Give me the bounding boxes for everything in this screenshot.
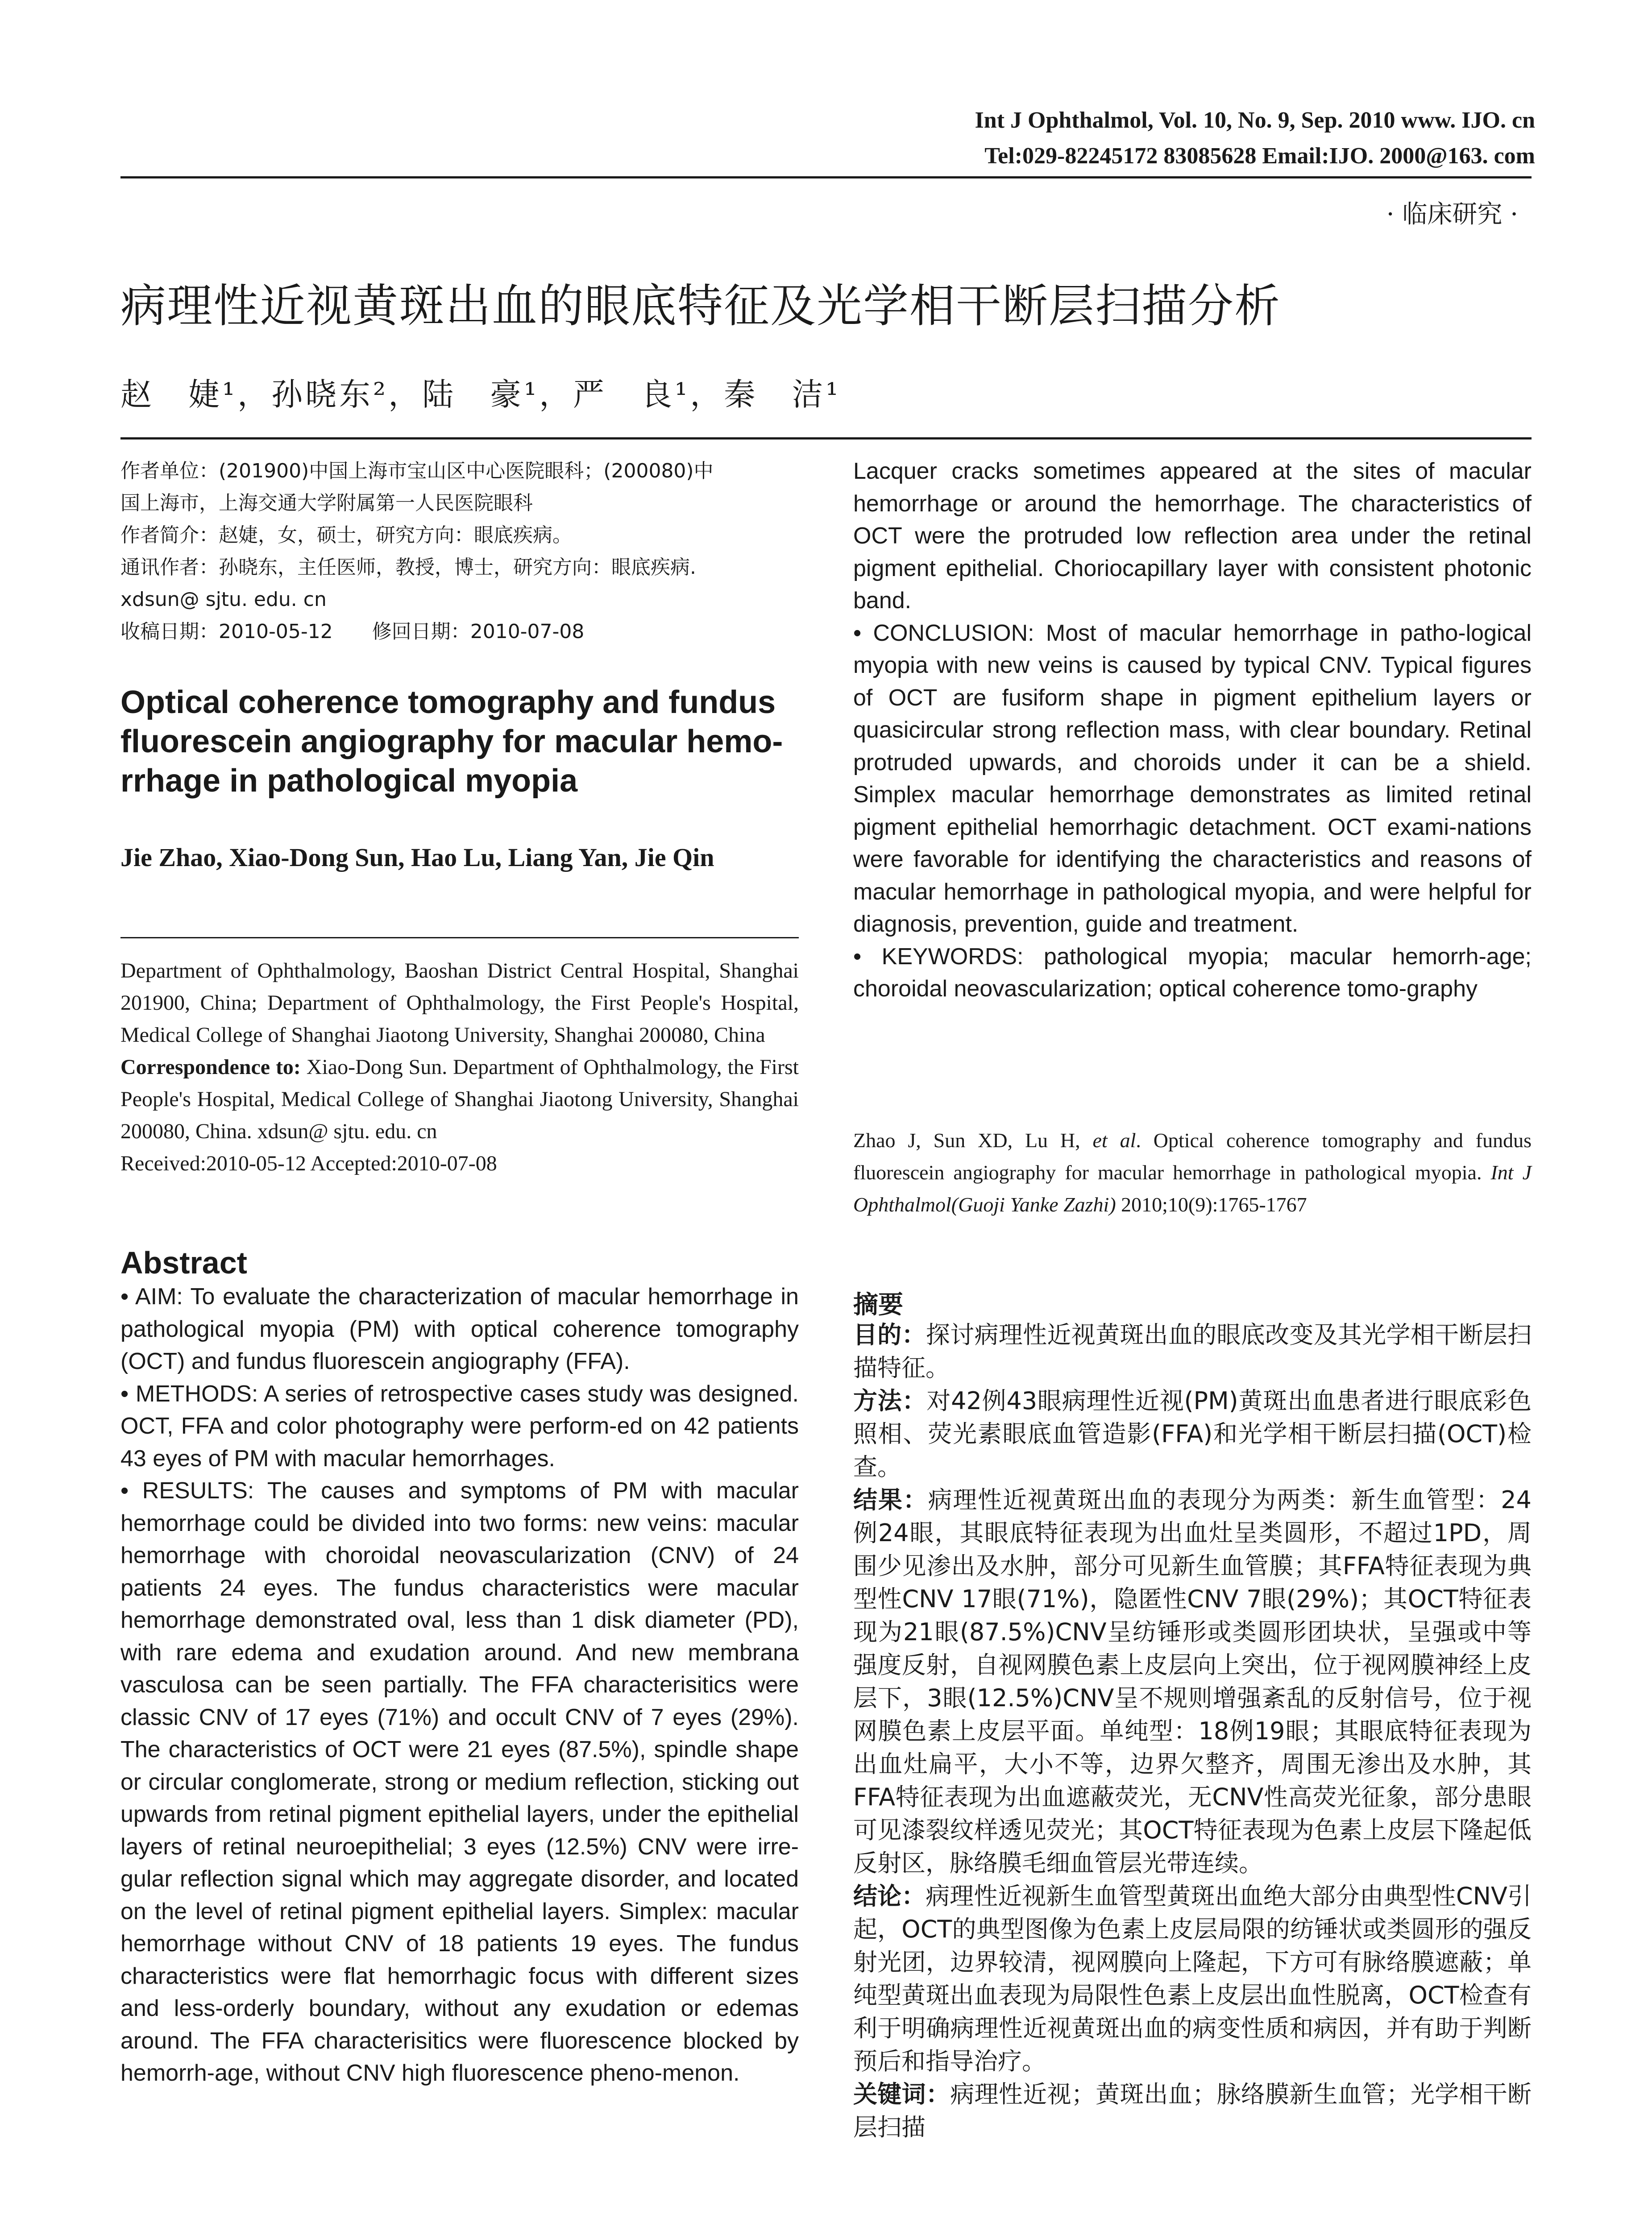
results-text: The causes and symptoms of PM with macular hemorrhage could be divided into two forms: new veins: macular hemorrhage with choroidal neovascularization (CNV) of 24 patients 24 eyes. The fundus characteristics were macular hemorrhage demonstrated oval, less than 1 disk diameter (PD), with rare edema and exudation around. And new membrana vasculosa can be seen partially. The FFA characterisitics were classic CNV of 17 eyes (71%) and occult CNV of 7 eyes (29%). The characteristics of OCT were 21 eyes (87.5%), spindle shape or circular conglomerate, strong or medium reflection, sticking out upwards from retinal pigment epithelial layers, under the epithelial layers of retinal neuroepithelial; 3 eyes (12.5%) CNV were irre-gular reflection signal which may aggregate disorder, and located on the level of retinal pigment epithelial layers. Simplex: macular hemorrhage without CNV of 18 patients 19 eyes. The fundus characteristics were flat hemorrhagic focus with different sizes and less-orderly boundary, without any exudation or edemas around. The FFA characterisitics were fluorescence blocked by hemorrh-age, without CNV high fluorescence pheno-menon.	[120, 1478, 799, 2086]
methods-label: • METHODS:	[120, 1381, 258, 1407]
corresponding-email-cn: xdsun@ sjtu. edu. cn	[120, 588, 327, 611]
abstract-left	[120, 1281, 799, 2090]
conclusion-label: • CONCLUSION:	[853, 620, 1034, 646]
cn-conclusion	[853, 1880, 1532, 2078]
abstract-conclusion	[853, 617, 1532, 941]
cn-conclusion-text: 病理性近视新生血管型黄斑出血绝大部分由典型性CNV引起，OCT的典型图像为色素上皮层局限的纺锤状或类圆形的强反射光团，边界较清，视网膜向上隆起，下方可有脉络膜遮蔽；单纯型黄斑出血表现为局限性色素上皮层出血性脱离，OCT检查有利于明确病理性近视黄斑出血的病变性质和病因，并有助于判断预后和指导治疗。	[853, 1882, 1532, 2075]
cn-methods	[853, 1385, 1532, 1484]
citation-title: . Optical coherence tomography and fundus fluorescein angiography for macular hemorrhage in pathological myopia.	[853, 1129, 1532, 1184]
cn-abstract	[853, 1319, 1532, 2144]
affiliation-unit-line1: 作者单位：(201900)中国上海市宝山区中心医院眼科；(200080)中	[120, 460, 714, 482]
abstract-keywords	[853, 941, 1532, 1005]
cn-aim	[853, 1319, 1532, 1385]
keywords-text: pathological myopia; macular hemorrh-age; choroidal neovascularization; optical coherence tomo-graphy	[853, 943, 1532, 1002]
affiliation-unit-line2: 国上海市，上海交通大学附属第一人民医院眼科	[120, 492, 533, 514]
citation-etal: et al	[1092, 1129, 1136, 1152]
cn-keywords-text: 病理性近视；黄斑出血；脉络膜新生血管；光学相干断层扫描	[853, 2080, 1532, 2141]
cn-methods-label: 方法：	[853, 1387, 927, 1415]
methods-text: A series of retrospective cases study was designed. OCT, FFA and color photography were perform-ed on 42 patients 43 eyes of PM with macular hemorrhages.	[120, 1381, 799, 1472]
cn-results	[853, 1484, 1532, 1880]
header-rule	[120, 176, 1532, 178]
cn-abstract-heading: 摘要	[853, 1290, 903, 1319]
abstract-methods	[120, 1378, 799, 1475]
abstract-results	[120, 1475, 799, 2090]
correspondence-label: Correspondence to:	[120, 1055, 301, 1079]
correspondence-text: Xiao-Dong Sun. Department of Ophthalmology, the First People's Hospital, Medical College of Shanghai Jiaotong University, Shanghai 200080, China. xdsun@ sjtu. edu. cn	[120, 1055, 799, 1143]
conclusion-text: Most of macular hemorrhage in patho-logical myopia with new veins is caused by typical CNV. Typical figures of OCT are fusiform shape in pigment epithelium layers or quasicircular strong reflection mass, with clear boundary. Retinal protruded upwards, and choroids under it can be a shield. Simplex macular hemorrhage demonstrates as limited retinal pigment epithelial hemorrhagic detachment. OCT exami-nations were favorable for identifying the characteristics and reasons of macular hemorrhage in pathological myopia, and were helpful for diagnosis, prevention, guide and treatment.	[853, 620, 1532, 937]
corresponding-author-cn: 通讯作者：孙晓东，主任医师，教授，博士，研究方向：眼底疾病.	[120, 556, 696, 579]
abstract-results-continued: Lacquer cracks sometimes appeared at the sites of macular hemorrhage or around the hemorrhage. The characteristics of OCT were the protruded low reflection area under the retinal pigment epithelial. Choriocapillary layer with consistent photonic band.	[853, 458, 1532, 614]
page-title-cn: 病理性近视黄斑出血的眼底特征及光学相干断层扫描分析	[120, 280, 1281, 333]
english-affiliation	[120, 955, 799, 1180]
author-intro: 作者简介：赵婕，女，硕士，研究方向：眼底疾病。	[120, 524, 572, 547]
cn-conclusion-label: 结论：	[853, 1882, 926, 1910]
cn-aim-text: 探讨病理性近视黄斑出血的眼底改变及其光学相干断层扫描特征。	[853, 1321, 1532, 1382]
english-authors: Jie Zhao, Xiao-Dong Sun, Hao Lu, Liang Yan, Jie Qin	[120, 843, 714, 872]
citation-authors: Zhao J, Sun XD, Lu H,	[853, 1129, 1093, 1152]
abstract-right	[853, 455, 1532, 1005]
section-tag: · 临床研究 ·	[1386, 200, 1518, 229]
abstract-heading: Abstract	[120, 1245, 247, 1280]
cn-results-label: 结果：	[853, 1486, 928, 1514]
abstract-aim	[120, 1281, 799, 1378]
authors-cn: 赵 婕¹，孙晓东²，陆 豪¹，严 良¹，秦 洁¹	[120, 376, 841, 413]
affiliation-rule	[120, 937, 799, 938]
journal-header-line: Int J Ophthalmol, Vol. 10, No. 9, Sep. 2010 www. IJO. cn	[975, 108, 1535, 133]
cn-methods-text: 对42例43眼病理性近视(PM)黄斑出血患者进行眼底彩色照相、荧光素眼底血管造影(FFA)和光学相干断层扫描(OCT)检查。	[853, 1387, 1532, 1481]
dates-cn: 收稿日期：2010-05-12 修回日期：2010-07-08	[120, 620, 585, 643]
journal-contact-line: Tel:029-82245172 83085628 Email:IJO. 2000@163. com	[984, 143, 1535, 169]
authors-rule	[120, 437, 1532, 440]
cn-aim-label: 目的：	[853, 1321, 926, 1349]
cn-keywords-label: 关键词：	[853, 2080, 951, 2108]
correspondence	[120, 1051, 799, 1148]
affiliation-cn	[120, 455, 803, 648]
english-title: Optical coherence tomography and fundus fluorescein angiography for macular hemo-rrhage in pathological myopia	[120, 684, 783, 799]
affiliation-text: Department of Ophthalmology, Baoshan District Central Hospital, Shanghai 201900, China; Department of Ophthalmology, the First People's Hospital, Medical College of Shanghai Jiaotong University, Shanghai 200080, China	[120, 959, 799, 1047]
received-dates: Received:2010-05-12 Accepted:2010-07-08	[120, 1152, 497, 1175]
aim-text: To evaluate the characterization of macular hemorrhage in pathological myopia (PM) with optical coherence tomography (OCT) and fundus fluorescein angiography (FFA).	[120, 1284, 799, 1374]
cn-results-text: 病理性近视黄斑出血的表现分为两类：新生血管型：24例24眼，其眼底特征表现为出血灶呈类圆形，不超过1PD，周围少见渗出及水肿，部分可见新生血管膜；其FFA特征表现为典型性CNV 17眼(71%)，隐匿性CNV 7眼(29%)；其OCT特征表现为21眼(87.5%)CNV呈纺锤形或类圆形团块状，呈强或中等强度反射，自视网膜色素上皮层向上突出，位于视网膜神经上皮层下，3眼(12.5%)CNV呈不规则增强紊乱的反射信号，位于视网膜色素上皮层平面。单纯型：18例19眼；其眼底特征表现为出血灶扁平，大小不等，边界欠整齐，周围无渗出及水肿，其FFA特征表现为出血遮蔽荧光，无CNV性高荧光征象，部分患眼可见漆裂纹样透见荧光；其OCT特征表现为色素上皮层下隆起低反射区，脉络膜毛细血管层光带连续。	[853, 1486, 1532, 1877]
citation	[853, 1124, 1532, 1221]
results-label: • RESULTS:	[120, 1478, 254, 1504]
cn-keywords	[853, 2078, 1532, 2144]
aim-label: • AIM:	[120, 1284, 183, 1310]
citation-volume: 2010;10(9):1765-1767	[1116, 1193, 1307, 1216]
citation-journal: Int J Ophthalmol(Guoji Yanke Zazhi)	[853, 1161, 1532, 1216]
keywords-label: • KEYWORDS:	[853, 943, 1024, 970]
